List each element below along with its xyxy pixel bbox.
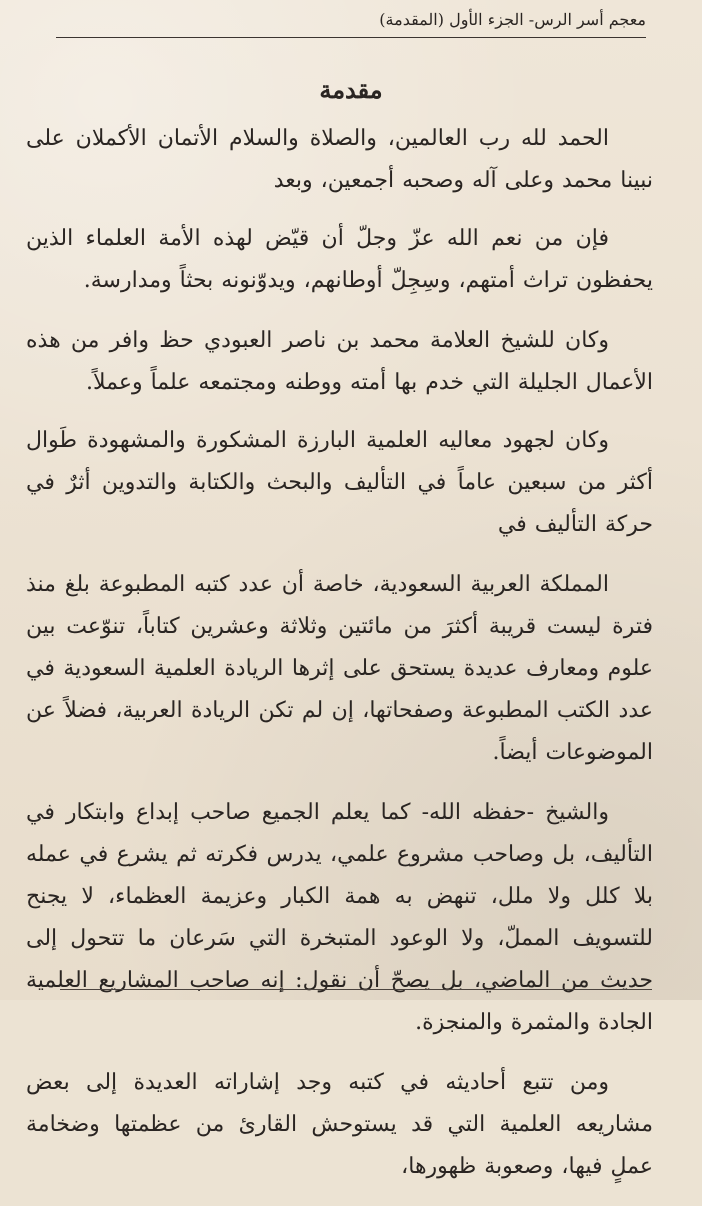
page-text	[26, 118, 653, 1206]
header-rule	[56, 37, 646, 38]
paragraph-shaikh-intro: وكان للشيخ العلامة محمد بن ناصر العبودي حظ وافر من هذه الأعمال الجليلة التي خدم بها أمته ووطنه ومجتمعه علماً وعملاً.	[26, 328, 653, 395]
paragraph-blessing: فإن من نعم الله عزّ وجلّ أن قيّض لهذه الأمة العلماء الذين يحفظون تراث أمتهم، وسِجِلّ أوطانهم، ويدوّنونه بحثاً ومدارسة.	[26, 226, 653, 293]
chapter-title: مقدمة	[319, 75, 383, 104]
paragraph-creativity: والشيخ -حفظه الله- كما يعلم الجميع صاحب إبداع وابتكار في التأليف، بل وصاحب مشروع علمي، يدرس فكرته ثم يشرع في عمله بلا كلل ولا ملل، تنهض به همة الكبار وعزيمة العظماء، لا يجنح للتسويف المملّ، ولا الوعود المتبخرة التي سَرعان ما تتحول إلى حديث من الماضي، بل يصحّ أن نقول: إنه صاحب المشاريع العلمية الجادة والمثمرة والمنجزة.	[26, 800, 653, 1035]
running-head: معجم أسر الرس- الجزء الأول (المقدمة)	[379, 10, 646, 29]
paragraph-efforts: وكان لجهود معاليه العلمية البارزة المشكورة والمشهودة طَوال أكثر من سبعين عاماً في التأليف والبحث والكتابة والتدوين أثرٌ في حركة التأليف في	[26, 428, 653, 537]
paragraph-saudi-output: المملكة العربية السعودية، خاصة أن عدد كتبه المطبوعة بلغ منذ فترة ليست قريبة أكثرَ من مائتين وثلاثة وعشرين كتاباً، تنوّعت بين علوم ومعارف عديدة يستحق على إثرها الريادة العلمية السعودية في عدد الكتب المطبوعة وصفحاتها، إن لم تكن الريادة العربية، فضلاً عن الموضوعات أيضاً.	[26, 572, 653, 765]
paragraph-projects: ومن تتبع أحاديثه في كتبه وجد إشاراته العديدة إلى بعض مشاريعه العلمية التي قد يستوحش القارئ من عظمتها وضخامة عملٍ فيها، وصعوبة ظهورها،	[26, 1070, 653, 1179]
paragraph-praise: الحمد لله رب العالمين، والصلاة والسلام الأتمان الأكملان على نبينا محمد وعلى آله وصحبه أجمعين، وبعد	[26, 126, 653, 193]
footer-rule	[60, 989, 652, 990]
